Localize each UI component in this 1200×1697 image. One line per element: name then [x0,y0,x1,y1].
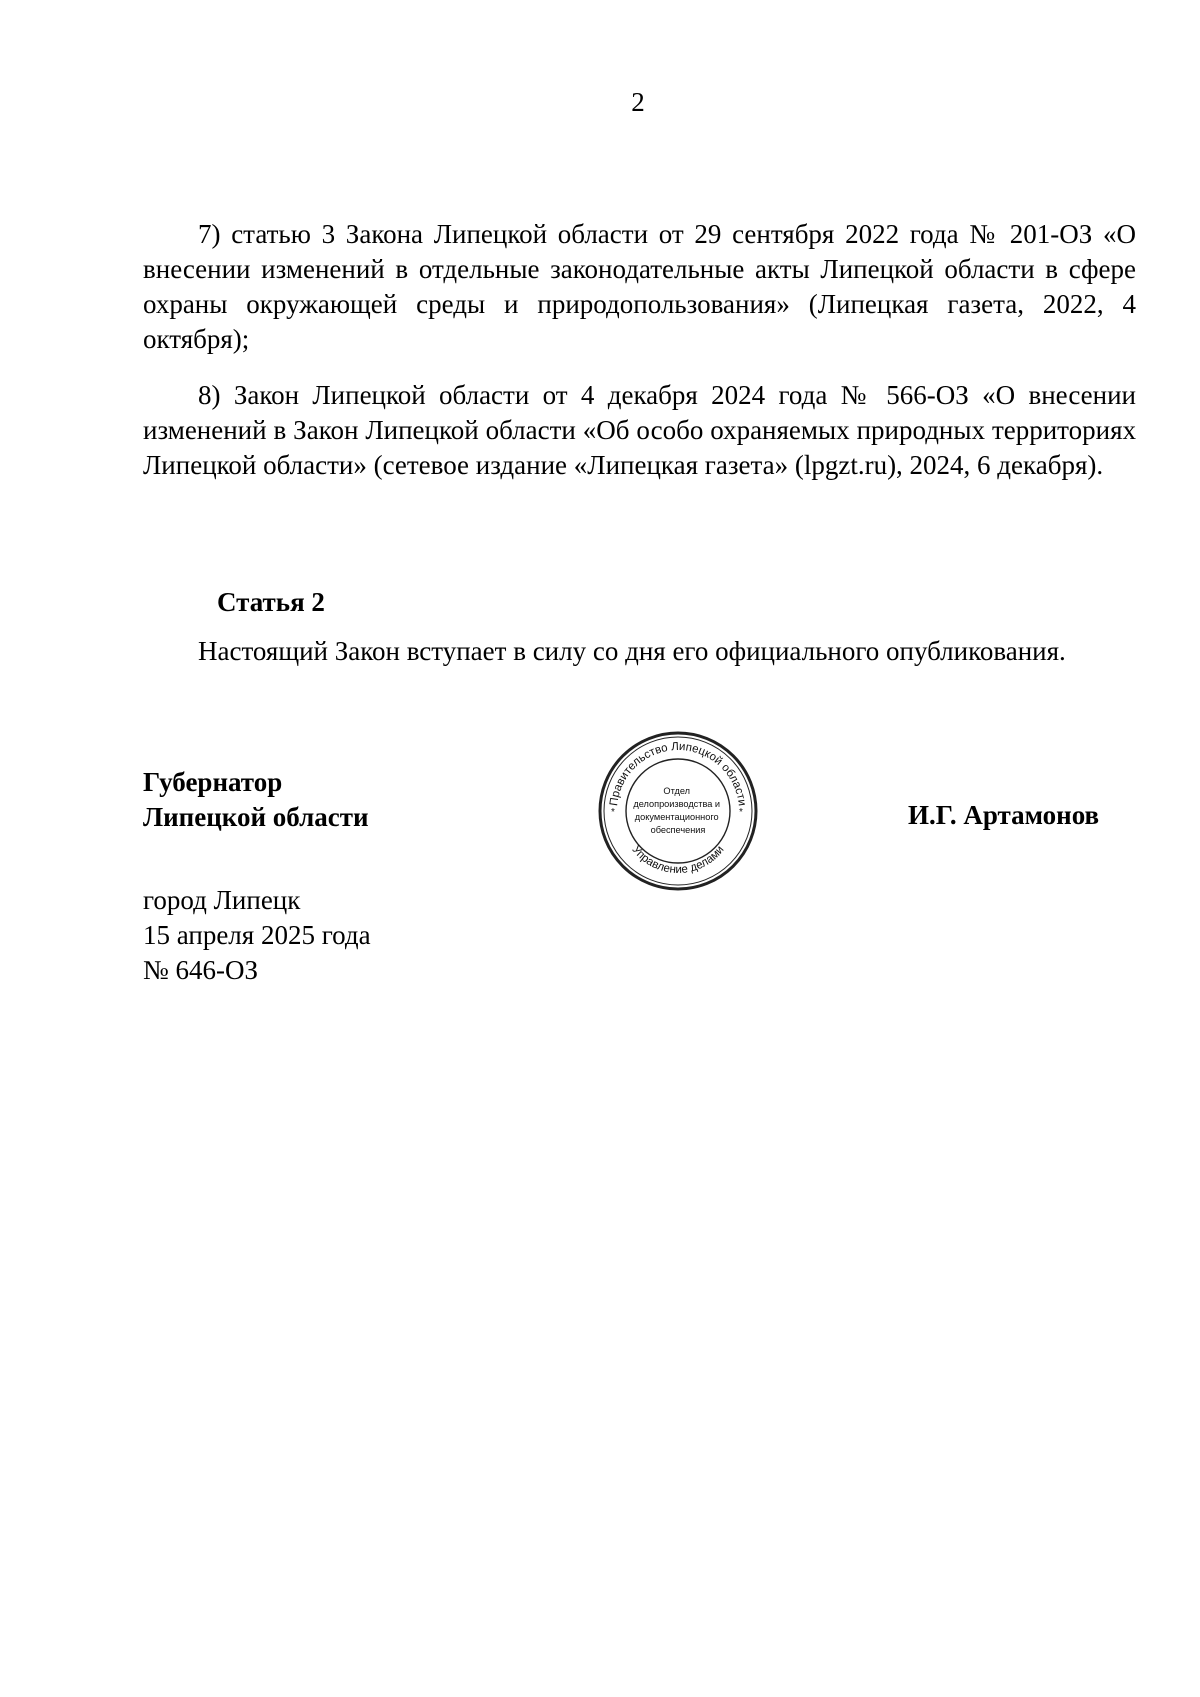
stamp-inner-line-3: документационного [634,812,719,822]
city: город Липецк [143,885,301,915]
page-number: 2 [631,87,645,117]
list-item-8 [143,378,1136,483]
stamp-outer-text-top: Правительство Липецкой области [608,740,748,807]
stamp-star-right-icon: * [739,807,743,818]
signer-position [143,765,369,835]
article-text: Настоящий Закон вступает в силу со дня его официального опубликования. [198,636,1066,666]
official-stamp [597,730,759,892]
law-date: 15 апреля 2025 года [143,920,371,950]
place-date-block [143,883,371,988]
list-item-7-text: 7) статью 3 Закона Липецкой области от 29 сентября 2022 года № 201-ОЗ «О внесении изменений в отдельные законодательные акты Липецкой области в сфере охраны окружающей среды и природопользования» (Липецкая газета, 2022, 4 октября); [143,219,1136,354]
stamp-star-left-icon: * [611,807,615,818]
law-number: № 646-ОЗ [143,955,259,985]
signer-position-line1: Губернатор [143,767,283,797]
list-item-8-text: 8) Закон Липецкой области от 4 декабря 2024 года № 566-ОЗ «О внесении изменений в Закон Липецкой области «Об особо охраняемых природных территориях Липецкой области» (сетевое издание «Липецкая газета» (lpgzt.ru), 2024, 6 декабря). [143,380,1136,480]
article-heading: Статья 2 [217,587,325,617]
stamp-outer-text-bottom: Управление делами [629,843,727,877]
stamp-inner-line-4: обеспечения [650,825,706,835]
stamp-inner-text [633,786,722,835]
signer-name: И.Г. Артамонов [908,800,1100,830]
signer-position-line2: Липецкой области [143,802,369,832]
stamp-inner-line-1: Отдел [663,786,691,796]
stamp-inner-line-2: делопроизводства и [633,799,721,809]
list-item-7 [143,217,1136,357]
